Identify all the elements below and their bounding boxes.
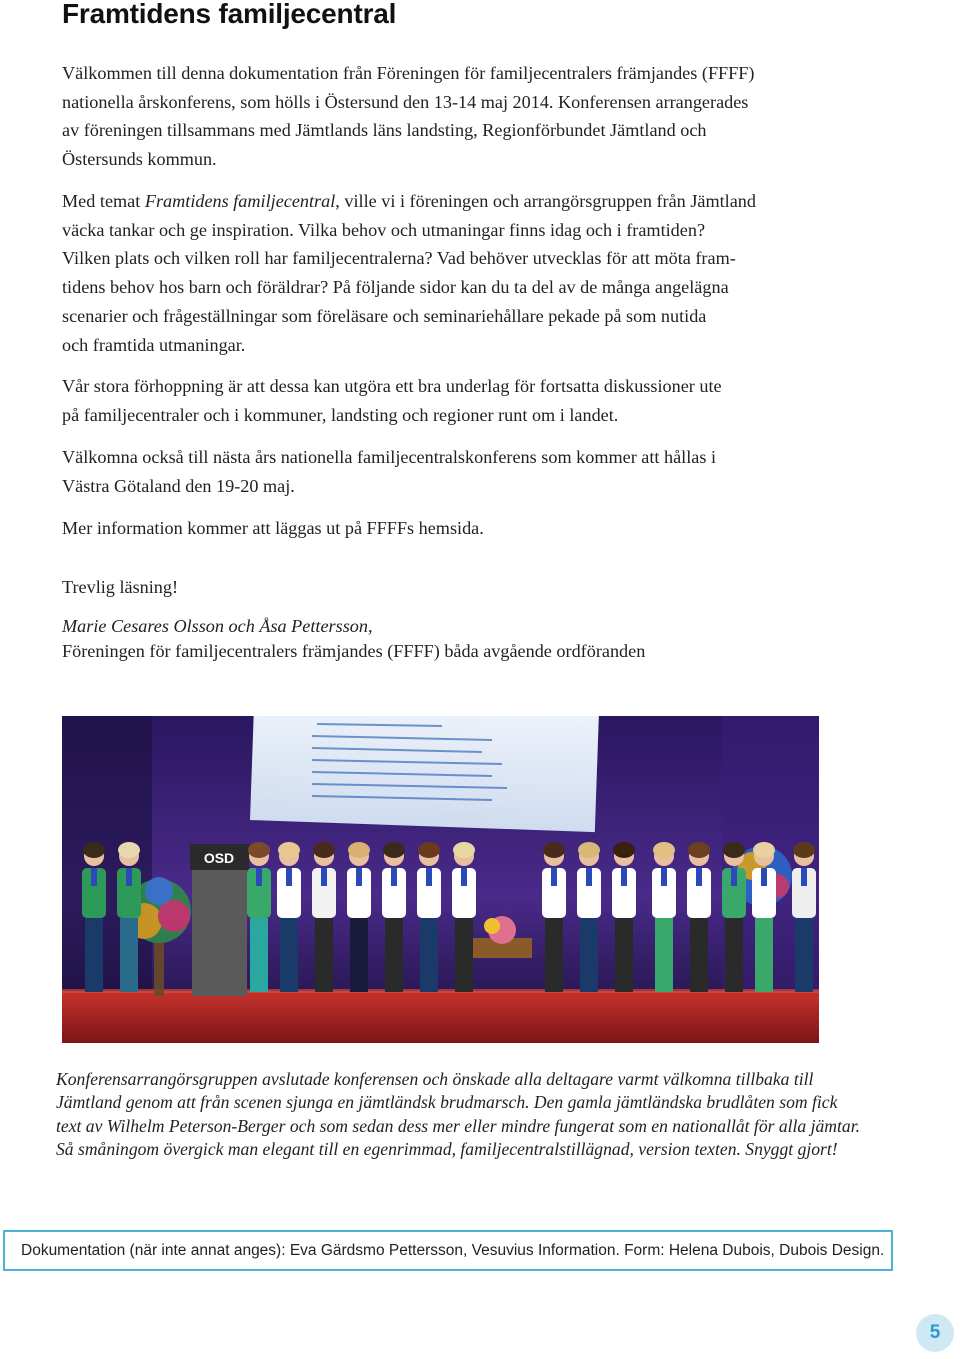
greeting-line: Trevlig läsning! [62, 577, 179, 597]
page-number-badge [916, 1314, 954, 1352]
signature-names: Marie Cesares Olsson och Åsa Pettersson, [62, 616, 373, 636]
theme-title-emphasis: Framtidens familjecentral [144, 191, 336, 211]
theme-line: väcka tankar och ge inspiration. Vilka behov och utmaningar finns idag och i framtiden? [62, 219, 706, 240]
theme-line: tidens behov hos barn och föräldrar? På följande sidor kan du ta del av de många angelägna [62, 277, 729, 298]
caption-line: Jämtland genom att från scenen sjunga en jämtländsk brudmarsch. Den gamla jämtländska brudlåten som fick [56, 1092, 838, 1113]
intro-line: Välkommen till denna dokumentation från Föreningen för familjecentralers främjandes (FFFF) [62, 63, 755, 83]
intro-line: av föreningen tillsammans med Jämtlands läns landsting, Regionförbundet Jämtland och [62, 120, 707, 141]
signature-role: Föreningen för familjecentralers främjandes (FFFF) båda avgående ordföranden [62, 641, 646, 661]
hope-line: Vår stora förhoppning är att dessa kan utgöra ett bra underlag för fortsatta diskussioner ute [62, 376, 722, 396]
greeting [62, 573, 822, 602]
more-info-paragraph [62, 514, 822, 543]
intro-line: Östersunds kommun. [62, 149, 217, 170]
intro-paragraph [62, 59, 822, 174]
page-number: 5 [929, 1322, 941, 1343]
theme-text: , ville vi i föreningen och arrangörsgruppen från Jämtland [335, 191, 756, 211]
theme-line: scenarier och frågeställningar som föreläsare och seminariehållare pekade på som nutida [62, 305, 707, 326]
theme-line [62, 187, 822, 216]
theme-paragraph [62, 187, 822, 359]
hope-line: på familjecentraler och i kommuner, landsting och regioner runt om i landet. [62, 404, 619, 425]
hope-paragraph [62, 372, 822, 429]
stage-floor [62, 991, 819, 1043]
signature [62, 614, 822, 664]
welcome-line: Välkomna också till nästa års nationella familjecentralskonferens som kommer att hållas i [62, 447, 717, 467]
more-info-line: Mer information kommer att läggas ut på FFFFs hemsida. [62, 518, 484, 538]
caption-line: Konferensarrangörsgruppen avslutade konferensen och önskade alla deltagare varmt välkomna tillbaka till [56, 1069, 814, 1089]
theme-line: och framtida utmaningar. [62, 334, 246, 355]
theme-text: Med temat [62, 191, 145, 211]
theme-line: Vilken plats och vilken roll har familjecentralerna? Vad behöver utvecklas för att möta fram- [62, 248, 736, 269]
intro-line: nationella årskonferens, som hölls i Östersund den 13-14 maj 2014. Konferensen arrangerades [62, 91, 749, 112]
credits-text: Dokumentation (när inte annat anges): Eva Gärdsmo Pettersson, Vesuvius Information. Form: Helena Dubois, Dubois Design. [21, 1242, 885, 1259]
page-title: Framtidens familjecentral [62, 0, 397, 29]
podium [190, 844, 249, 996]
conference-stage-photo [62, 716, 819, 1043]
photo-caption [56, 1068, 860, 1161]
podium-label: OSD [203, 850, 235, 866]
welcome-paragraph [62, 443, 822, 500]
credits-box [3, 1230, 893, 1271]
welcome-line: Västra Götaland den 19-20 maj. [62, 475, 295, 496]
caption-line: Så småningom övergick man elegant till en egenrimmad, familjecentralstillägnad, version texten. Snyggt gjort! [56, 1138, 838, 1159]
caption-line: text av Wilhelm Peterson-Berger och som sedan dess mer eller mindre fungerat som en nationallåt för alla jämtar. [56, 1115, 860, 1136]
